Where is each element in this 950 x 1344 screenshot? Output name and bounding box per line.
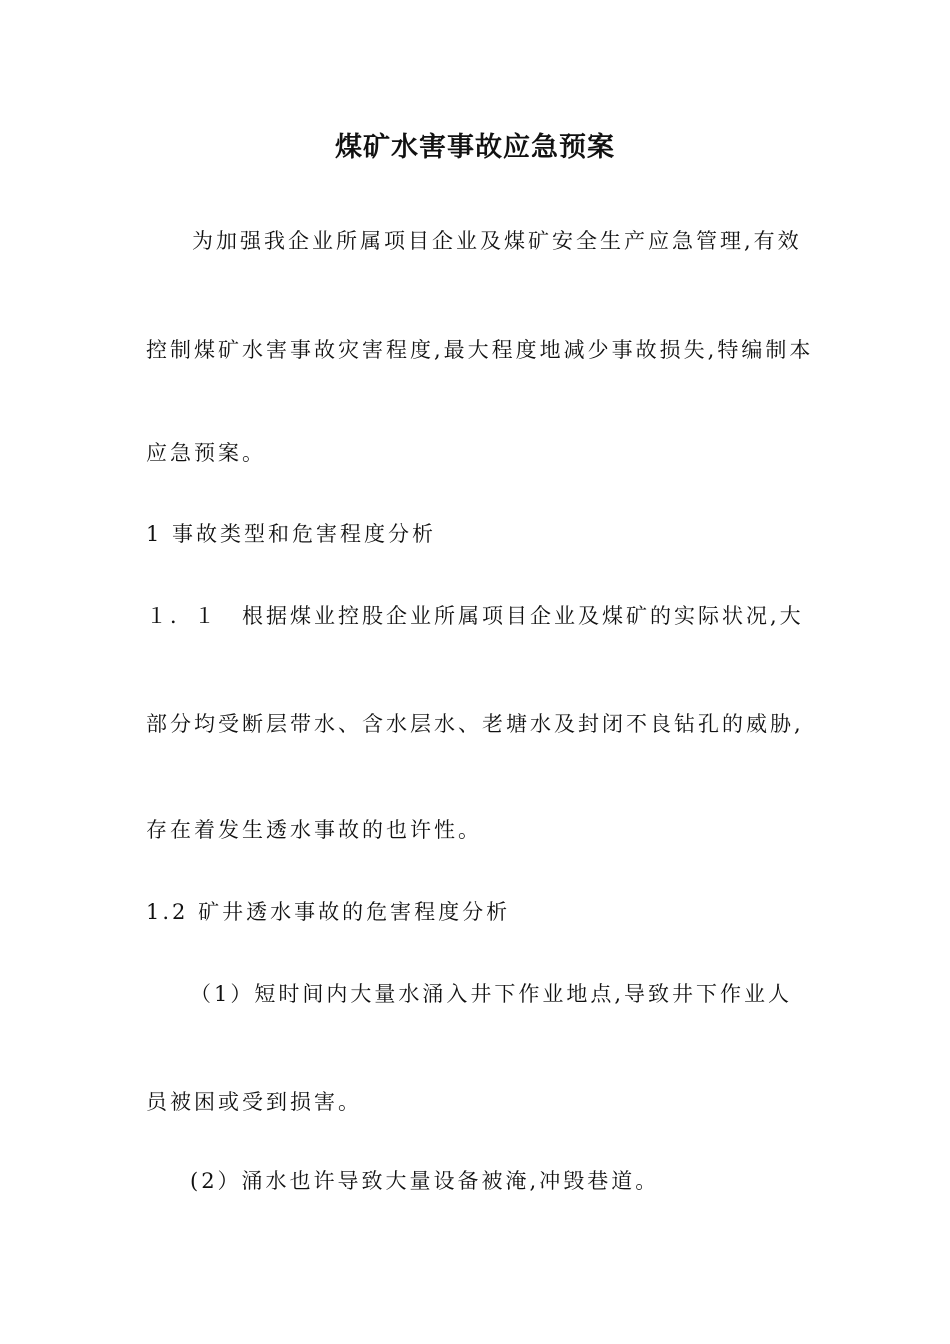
paragraph-line: 控制煤矿水害事故灾害程度,最大程度地减少事故损失,特编制本 (146, 338, 814, 362)
document-title: 煤矿水害事故应急预案 (335, 132, 615, 163)
section-heading: 1 事故类型和危害程度分析 (146, 522, 437, 546)
list-item: （1）短时间内大量水涌入井下作业地点,导致井下作业人 (190, 982, 793, 1006)
list-item: (2）涌水也许导致大量设备被淹,冲毁巷道。 (190, 1169, 660, 1193)
subsection-heading: 1.2 矿井透水事故的危害程度分析 (146, 900, 511, 924)
paragraph-line: 为加强我企业所属项目企业及煤矿安全生产应急管理,有效 (192, 229, 802, 253)
paragraph-line: 存在着发生透水事故的也许性。 (146, 818, 482, 842)
list-item-continuation: 员被困或受到损害。 (146, 1090, 362, 1114)
paragraph-line: １．１ 根据煤业控股企业所属项目企业及煤矿的实际状况,大 (146, 604, 804, 628)
paragraph-line: 应急预案。 (146, 441, 266, 465)
paragraph-line: 部分均受断层带水、含水层水、老塘水及封闭不良钻孔的威胁, (146, 712, 804, 736)
